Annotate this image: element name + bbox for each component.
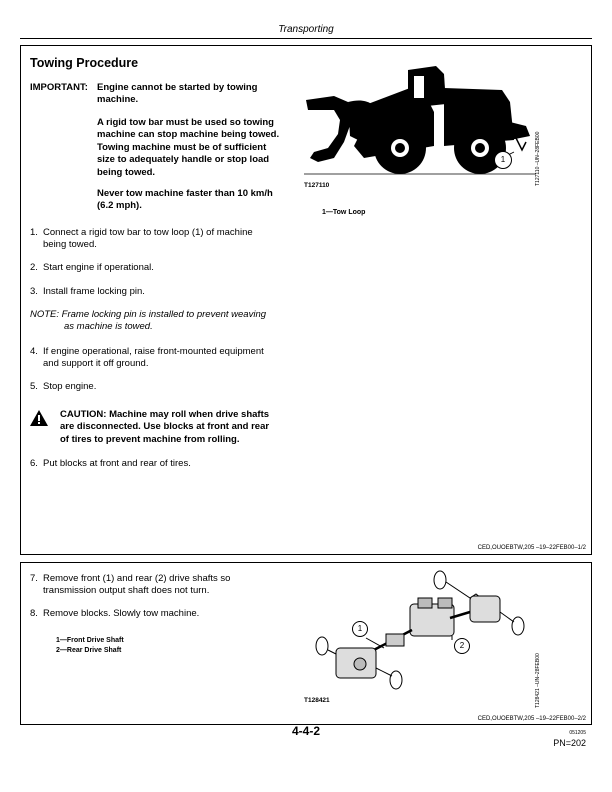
important-line: machine can stop machine being towed. <box>97 129 280 141</box>
step-line: transmission output shaft does not turn. <box>43 585 210 597</box>
tow-loop-callout: 1 <box>494 151 512 169</box>
caution-line: are disconnected. Use blocks at front and rear <box>60 421 270 433</box>
step-number: 7. <box>30 573 38 584</box>
rear-drive-shaft-callout: 2 <box>454 638 470 654</box>
date-code: 051205 <box>569 730 586 736</box>
section-title: Towing Procedure <box>30 56 139 70</box>
step-line: Connect a rigid tow bar to tow loop (1) of machine <box>43 227 253 238</box>
header-rule <box>20 38 592 39</box>
caution-line: of tires to prevent machine from rolling. <box>60 433 240 445</box>
important-label: IMPORTANT: <box>30 82 88 93</box>
step-line: Install frame locking pin. <box>43 286 145 297</box>
step-7 <box>30 573 290 598</box>
front-drive-shaft-callout: 1 <box>352 621 368 637</box>
header-title: Transporting <box>278 24 334 35</box>
step-number: 3. <box>30 286 38 297</box>
important-line: Never tow machine faster than 10 km/h <box>97 188 273 199</box>
important-paragraph-2 <box>97 117 297 179</box>
important-line: Engine cannot be started by towing <box>97 82 258 93</box>
figure-side-ref: T128421 –UN–28FEB00 <box>535 653 541 708</box>
step-line: Remove front (1) and rear (2) drive shafts so <box>43 573 231 584</box>
important-line: being towed. <box>97 166 156 178</box>
figure-legend: 1—Tow Loop <box>322 209 366 216</box>
step-line: and support it off ground. <box>43 358 149 370</box>
step-line: being towed. <box>43 239 97 251</box>
step-line: Remove blocks. Slowly tow machine. <box>43 608 200 619</box>
step-number: 8. <box>30 608 38 619</box>
drive-shaft-legend <box>56 636 124 656</box>
step-line: Start engine if operational. <box>43 262 154 273</box>
step-3 <box>30 286 290 298</box>
note-line: NOTE: Frame locking pin is installed to prevent weaving <box>30 309 267 320</box>
step-8 <box>30 608 290 620</box>
note <box>30 309 290 334</box>
step-4 <box>30 346 290 371</box>
step-line: If engine operational, raise front-mounted equipment <box>43 346 264 357</box>
step-number: 6. <box>30 458 38 469</box>
important-line: size to adequately handle or stop load <box>97 154 270 166</box>
step-6 <box>30 458 290 470</box>
figure-id: T128421 <box>304 697 330 704</box>
section-1-footer-ref: CED,OUOEBTW,205 –19–22FEB00–1/2 <box>477 545 586 551</box>
step-2 <box>30 262 290 274</box>
step-line: Stop engine. <box>43 381 97 392</box>
page-pn: PN=202 <box>553 738 586 748</box>
important-line: Towing machine must be of sufficient <box>97 141 267 153</box>
step-number: 1. <box>30 227 38 238</box>
section-2-footer-ref: CED,OUOEBTW,205 –19–22FEB00–2/2 <box>477 716 586 722</box>
note-line: as machine is towed. <box>64 321 153 333</box>
important-paragraph-3 <box>97 188 297 213</box>
step-5 <box>30 381 290 393</box>
step-number: 2. <box>30 262 38 273</box>
caution-text <box>60 409 300 446</box>
step-number: 4. <box>30 346 38 357</box>
step-1 <box>30 227 290 252</box>
important-line: (6.2 mph). <box>97 200 142 212</box>
important-line: machine. <box>97 94 139 106</box>
caution-line: CAUTION: Machine may roll when drive shafts <box>60 409 270 420</box>
step-number: 5. <box>30 381 38 392</box>
figure-side-ref: T127110 –UN–28FEB00 <box>535 131 541 186</box>
page-number: 4-4-2 <box>291 724 320 738</box>
important-line: A rigid tow bar must be used so towing <box>97 117 274 128</box>
legend-line: 2—Rear Drive Shaft <box>56 647 122 654</box>
legend-line: 1—Front Drive Shaft <box>56 637 124 644</box>
warning-triangle-icon <box>30 410 48 426</box>
drive-shafts-illustration <box>300 568 534 700</box>
important-paragraph-1 <box>97 82 297 107</box>
step-line: Put blocks at front and rear of tires. <box>43 458 191 469</box>
figure-id: T127110 <box>304 182 330 189</box>
